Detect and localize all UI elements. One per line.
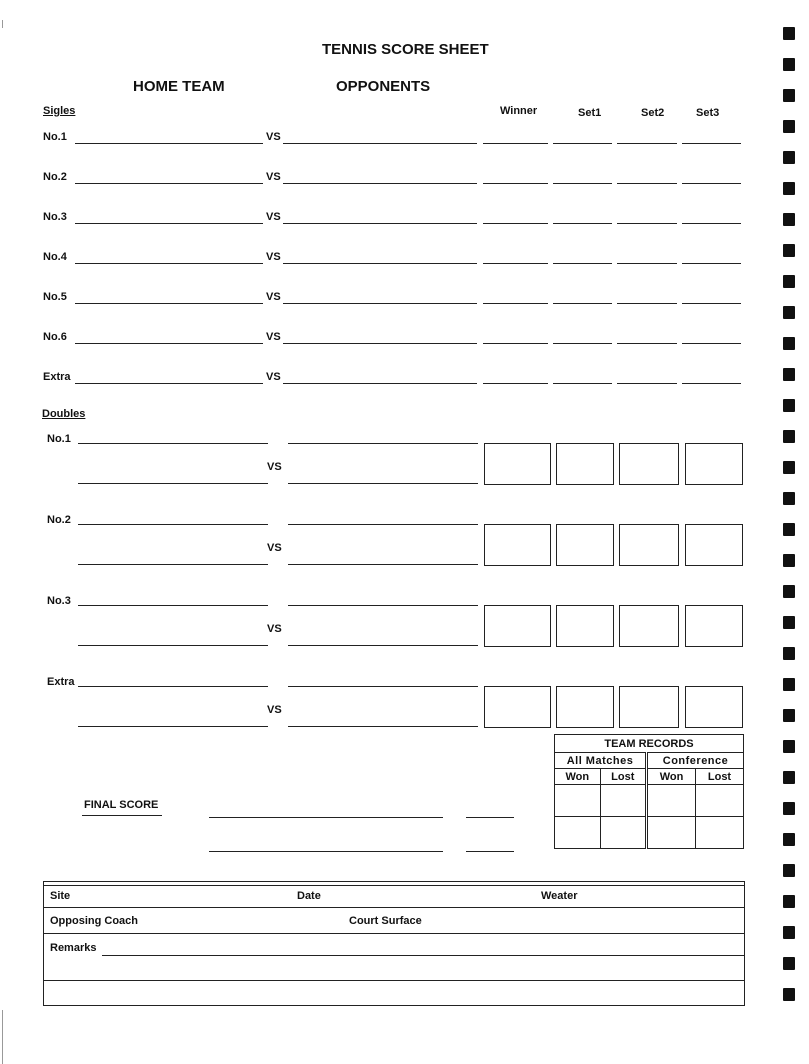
col-set3: Set3 (696, 107, 720, 119)
winner-box[interactable] (484, 443, 551, 485)
registration-mark (783, 430, 795, 443)
record-cell[interactable] (696, 785, 744, 817)
winner-line[interactable] (483, 303, 548, 304)
registration-mark (783, 337, 795, 350)
home-player1-line[interactable] (78, 686, 268, 687)
doubles-row-label: No.1 (47, 433, 71, 445)
registration-mark (783, 833, 795, 846)
site-label: Site (50, 890, 71, 902)
registration-mark (783, 213, 795, 226)
vs-label: VS (266, 331, 281, 343)
winner-line[interactable] (483, 343, 548, 344)
opponent-player-line[interactable] (283, 143, 477, 144)
set3-box[interactable] (685, 524, 743, 566)
registration-mark (783, 554, 795, 567)
set3-line[interactable] (682, 263, 741, 264)
vs-label: VS (267, 704, 282, 716)
registration-mark (783, 306, 795, 319)
registration-mark (783, 709, 795, 722)
doubles-row-label: No.2 (47, 514, 71, 526)
remarks-line[interactable] (102, 955, 744, 956)
set1-line[interactable] (553, 263, 612, 264)
final-score-label: FINAL SCORE (84, 799, 159, 811)
won-header: Won (647, 769, 696, 785)
vs-label: VS (266, 251, 281, 263)
set2-line[interactable] (617, 383, 677, 384)
singles-row-label: No.4 (43, 251, 67, 263)
vs-label: VS (266, 171, 281, 183)
set2-line[interactable] (617, 303, 677, 304)
registration-mark (783, 802, 795, 815)
opposing-coach-label: Opposing Coach (50, 915, 138, 927)
registration-mark (783, 89, 795, 102)
home-player-line[interactable] (75, 143, 263, 144)
doubles-section-label: Doubles (42, 408, 86, 420)
winner-line[interactable] (483, 143, 548, 144)
record-cell[interactable] (555, 785, 601, 817)
home-player1-line[interactable] (78, 605, 268, 606)
opponent-player1-line[interactable] (288, 443, 478, 444)
vs-label: VS (266, 291, 281, 303)
singles-row-label: No.2 (43, 171, 67, 183)
weather-label: Weater (541, 890, 578, 902)
opponent-player1-line[interactable] (288, 686, 478, 687)
registration-mark (783, 275, 795, 288)
opponent-player-line[interactable] (283, 263, 477, 264)
team-records-title: TEAM RECORDS (555, 735, 744, 753)
registration-mark (783, 988, 795, 1001)
opponents-heading: OPPONENTS (336, 78, 431, 95)
home-team-heading: HOME TEAM (133, 78, 225, 95)
winner-box[interactable] (484, 605, 551, 647)
opponent-player1-line[interactable] (288, 605, 478, 606)
home-player2-line[interactable] (78, 645, 268, 646)
record-cell[interactable] (600, 817, 647, 849)
final-score-opponent-line[interactable] (209, 851, 443, 852)
set1-box[interactable] (556, 524, 614, 566)
home-player2-line[interactable] (78, 483, 268, 484)
home-player-line[interactable] (75, 183, 263, 184)
col-winner: Winner (500, 105, 538, 117)
record-cell[interactable] (555, 817, 601, 849)
home-player-line[interactable] (75, 343, 263, 344)
registration-mark (783, 926, 795, 939)
registration-mark (783, 957, 795, 970)
set3-line[interactable] (682, 183, 741, 184)
set1-line[interactable] (553, 223, 612, 224)
opponent-player-line[interactable] (283, 303, 477, 304)
opponent-player-line[interactable] (283, 343, 477, 344)
lost-header: Lost (696, 769, 744, 785)
vs-label: VS (266, 371, 281, 383)
opponent-player-line[interactable] (283, 183, 477, 184)
all-matches-header: All Matches (555, 753, 647, 769)
lost-header: Lost (600, 769, 647, 785)
home-player-line[interactable] (75, 383, 263, 384)
set2-line[interactable] (617, 143, 677, 144)
opponent-player2-line[interactable] (288, 726, 478, 727)
registration-mark (783, 740, 795, 753)
set2-box[interactable] (619, 443, 679, 485)
set2-line[interactable] (617, 343, 677, 344)
final-score-home-line[interactable] (209, 817, 443, 818)
set1-line[interactable] (553, 343, 612, 344)
won-header: Won (555, 769, 601, 785)
registration-mark (783, 678, 795, 691)
home-player-line[interactable] (75, 263, 263, 264)
set1-line[interactable] (553, 143, 612, 144)
set3-box[interactable] (685, 605, 743, 647)
home-player-line[interactable] (75, 223, 263, 224)
set3-box[interactable] (685, 443, 743, 485)
vs-label: VS (267, 542, 282, 554)
info-rule (44, 933, 744, 934)
final-score-home-points-line[interactable] (466, 817, 514, 818)
record-cell[interactable] (600, 785, 647, 817)
singles-row-label: No.1 (43, 131, 67, 143)
registration-mark (783, 399, 795, 412)
set2-box[interactable] (619, 605, 679, 647)
home-player1-line[interactable] (78, 443, 268, 444)
registration-mark (783, 523, 795, 536)
winner-line[interactable] (483, 183, 548, 184)
singles-row-label: Extra (43, 371, 71, 383)
record-cell[interactable] (647, 785, 696, 817)
registration-mark (783, 368, 795, 381)
info-top-rule (44, 885, 744, 886)
final-score-underline (82, 815, 162, 816)
registration-mark (783, 585, 795, 598)
record-cell[interactable] (696, 817, 744, 849)
set3-line[interactable] (682, 143, 741, 144)
registration-mark (783, 771, 795, 784)
col-set2: Set2 (641, 107, 665, 119)
singles-row-label: No.6 (43, 331, 67, 343)
date-label: Date (297, 890, 321, 902)
doubles-row-label: No.3 (47, 595, 71, 607)
info-rule (44, 980, 744, 981)
home-player1-line[interactable] (78, 524, 268, 525)
home-player2-line[interactable] (78, 564, 268, 565)
set1-box[interactable] (556, 686, 614, 728)
registration-mark (783, 182, 795, 195)
registration-mark (783, 120, 795, 133)
registration-mark (783, 616, 795, 629)
vs-label: VS (267, 623, 282, 635)
registration-mark (783, 244, 795, 257)
winner-line[interactable] (483, 263, 548, 264)
set1-line[interactable] (553, 383, 612, 384)
set2-line[interactable] (617, 263, 677, 264)
opponent-player1-line[interactable] (288, 524, 478, 525)
set1-box[interactable] (556, 443, 614, 485)
remarks-label: Remarks (50, 942, 97, 954)
set3-line[interactable] (682, 343, 741, 344)
opponent-player2-line[interactable] (288, 645, 478, 646)
conference-header: Conference (647, 753, 744, 769)
home-player-line[interactable] (75, 303, 263, 304)
set1-line[interactable] (553, 303, 612, 304)
registration-mark (783, 864, 795, 877)
registration-mark (783, 461, 795, 474)
col-set1: Set1 (578, 107, 602, 119)
set2-line[interactable] (617, 223, 677, 224)
vs-label: VS (266, 211, 281, 223)
registration-mark (783, 58, 795, 71)
registration-mark (783, 492, 795, 505)
opponent-player2-line[interactable] (288, 483, 478, 484)
scan-edge (2, 20, 3, 28)
vs-label: VS (266, 131, 281, 143)
set3-line[interactable] (682, 383, 741, 384)
singles-row-label: No.3 (43, 211, 67, 223)
match-info-box (43, 881, 745, 1006)
set3-box[interactable] (685, 686, 743, 728)
set2-box[interactable] (619, 686, 679, 728)
set2-line[interactable] (617, 183, 677, 184)
winner-line[interactable] (483, 223, 548, 224)
opponent-player2-line[interactable] (288, 564, 478, 565)
team-records-table (554, 734, 744, 849)
registration-mark (783, 895, 795, 908)
registration-mark (783, 151, 795, 164)
home-player2-line[interactable] (78, 726, 268, 727)
doubles-row-label: Extra (47, 676, 75, 688)
winner-box[interactable] (484, 524, 551, 566)
set3-line[interactable] (682, 223, 741, 224)
opponent-player-line[interactable] (283, 383, 477, 384)
set1-line[interactable] (553, 183, 612, 184)
registration-mark (783, 647, 795, 660)
opponent-player-line[interactable] (283, 223, 477, 224)
scan-edge (2, 1010, 3, 1064)
set1-box[interactable] (556, 605, 614, 647)
final-score-opponent-points-line[interactable] (466, 851, 514, 852)
singles-section-label: Sigles (43, 105, 76, 117)
winner-line[interactable] (483, 383, 548, 384)
singles-row-label: No.5 (43, 291, 67, 303)
court-surface-label: Court Surface (349, 915, 422, 927)
set3-line[interactable] (682, 303, 741, 304)
info-rule (44, 907, 744, 908)
record-cell[interactable] (647, 817, 696, 849)
vs-label: VS (267, 461, 282, 473)
winner-box[interactable] (484, 686, 551, 728)
registration-mark (783, 27, 795, 40)
set2-box[interactable] (619, 524, 679, 566)
page-title: TENNIS SCORE SHEET (322, 41, 489, 58)
